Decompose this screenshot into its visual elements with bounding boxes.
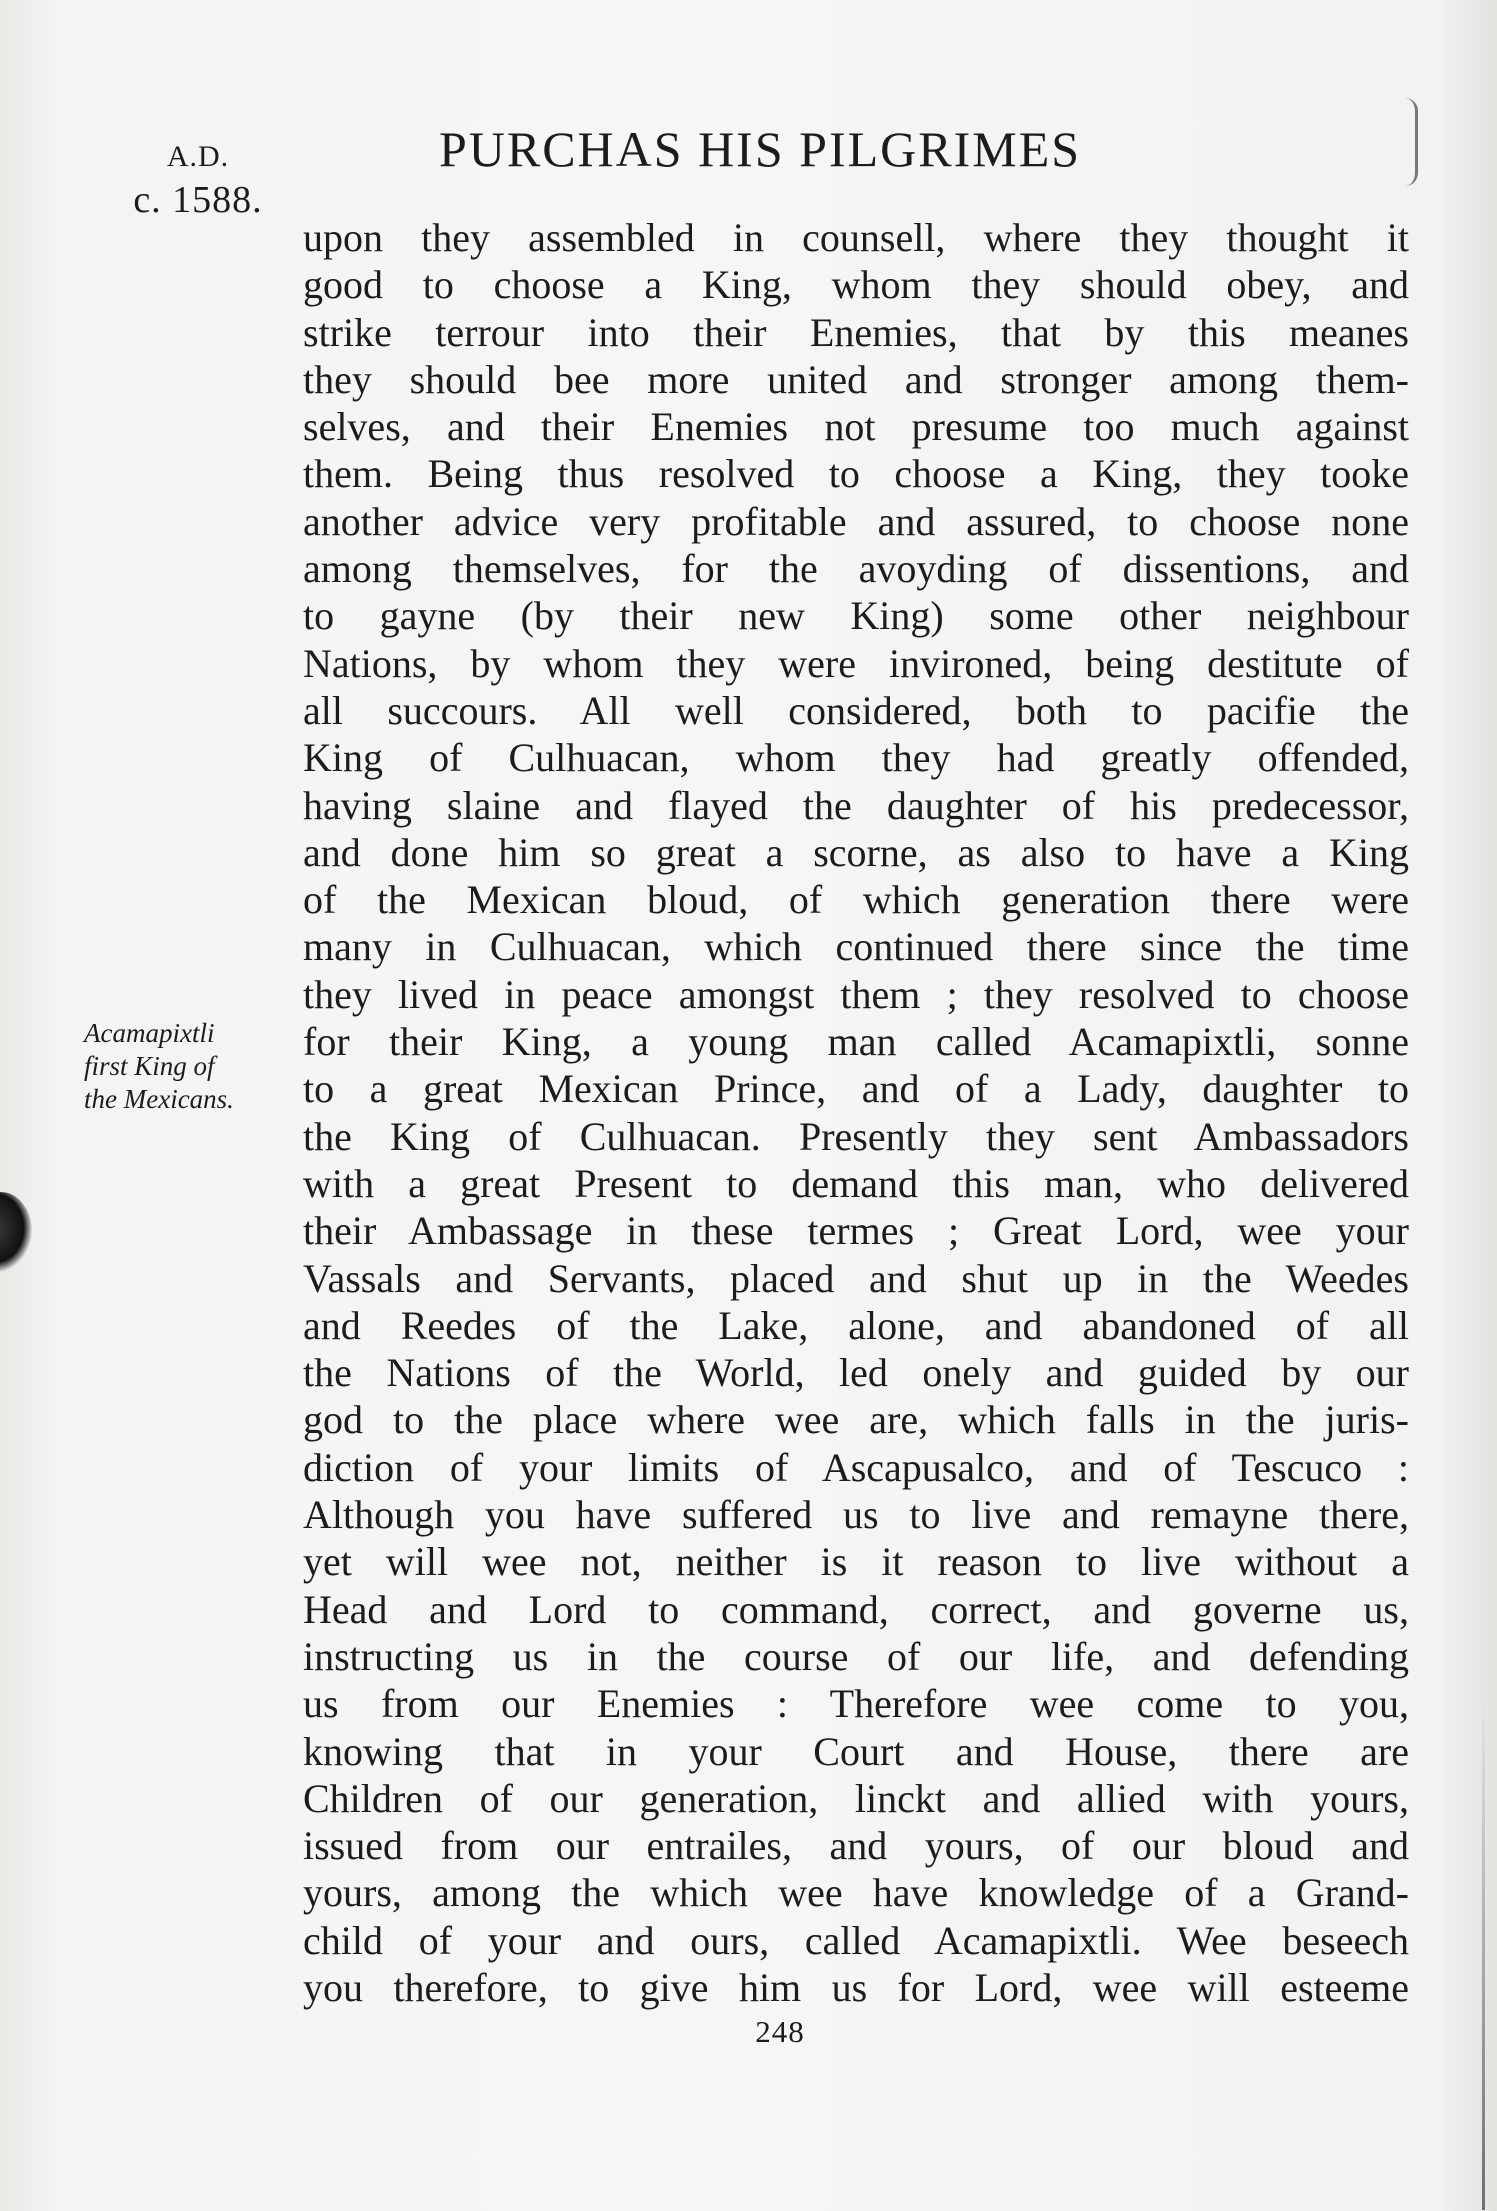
text-line: Nations, by whom they were invironed, being destitute of xyxy=(303,640,1409,686)
text-line: you therefore, to give him us for Lord, wee will esteeme xyxy=(303,1964,1409,2010)
ink-mark xyxy=(1405,98,1418,186)
text-line: the Nations of the World, led onely and guided by our xyxy=(303,1350,1409,1396)
text-line: issued from our entrailes, and yours, of our bloud and xyxy=(303,1823,1409,1869)
text-line: of the Mexican bloud, of which generation there were xyxy=(303,877,1409,923)
page-edge xyxy=(1482,1700,1485,2210)
page-number: 248 xyxy=(755,2014,805,2049)
margin-note-line: first King of xyxy=(84,1051,215,1081)
text-line: diction of your limits of Ascapusalco, and of Tescuco : xyxy=(303,1444,1409,1490)
body-text xyxy=(303,214,1409,2011)
text-line: another advice very profitable and assured, to choose none xyxy=(303,498,1409,544)
text-line: they should bee more united and stronger among them- xyxy=(303,356,1409,402)
text-line: good to choose a King, whom they should obey, and xyxy=(303,262,1409,308)
text-line: yet will wee not, neither is it reason to live without a xyxy=(303,1539,1409,1585)
text-line: King of Culhuacan, whom they had greatly offended, xyxy=(303,735,1409,781)
text-line: Head and Lord to command, correct, and governe us, xyxy=(303,1586,1409,1632)
margin-note-line: Acamapixtli xyxy=(84,1018,215,1048)
text-line: Children of our generation, linckt and allied with yours, xyxy=(303,1775,1409,1821)
text-line: all succours. All well considered, both to pacifie the xyxy=(303,687,1409,733)
text-line: to gayne (by their new King) some other neighbour xyxy=(303,593,1409,639)
date-label: A.D. xyxy=(166,140,230,173)
margin-note xyxy=(84,1017,294,1116)
text-line: child of your and ours, called Acamapixtli. Wee beseech xyxy=(303,1917,1409,1963)
text-line: selves, and their Enemies not presume too much against xyxy=(303,404,1409,450)
text-line: to a great Mexican Prince, and of a Lady, daughter to xyxy=(303,1066,1409,1112)
text-line: yours, among the which wee have knowledge of a Grand- xyxy=(303,1870,1409,1916)
running-title: PURCHAS HIS PILGRIMES xyxy=(438,121,1082,177)
text-line: Although you have suffered us to live and remayne there, xyxy=(303,1492,1409,1538)
text-line: strike terrour into their Enemies, that by this meanes xyxy=(303,309,1409,355)
text-line: having slaine and flayed the daughter of his predecessor, xyxy=(303,782,1409,828)
text-line: instructing us in the course of our life, and defending xyxy=(303,1633,1409,1679)
text-line: knowing that in your Court and House, there are xyxy=(303,1728,1409,1774)
text-line: for their King, a young man called Acamapixtli, sonne xyxy=(303,1019,1409,1065)
text-line: their Ambassage in these termes ; Great Lord, wee your xyxy=(303,1208,1409,1254)
text-line: and done him so great a scorne, as also to have a King xyxy=(303,829,1409,875)
text-line: the King of Culhuacan. Presently they sent Ambassadors xyxy=(303,1113,1409,1159)
text-line: god to the place where wee are, which falls in the juris- xyxy=(303,1397,1409,1443)
text-line: and Reedes of the Lake, alone, and abandoned of all xyxy=(303,1302,1409,1348)
margin-note-line: the Mexicans. xyxy=(84,1084,234,1114)
text-line: Vassals and Servants, placed and shut up in the Weedes xyxy=(303,1255,1409,1301)
text-line: among themselves, for the avoyding of dissentions, and xyxy=(303,546,1409,592)
date-year: c. 1588. xyxy=(133,179,263,221)
text-line: them. Being thus resolved to choose a King, they tooke xyxy=(303,451,1409,497)
text-line: many in Culhuacan, which continued there since the time xyxy=(303,924,1409,970)
text-line: with a great Present to demand this man, who delivered xyxy=(303,1160,1409,1206)
text-line: they lived in peace amongst them ; they resolved to choose xyxy=(303,971,1409,1017)
text-line: us from our Enemies : Therefore wee come to you, xyxy=(303,1681,1409,1727)
binding-clip-shadow xyxy=(0,1192,32,1272)
text-line: upon they assembled in counsell, where they thought it xyxy=(303,215,1409,260)
